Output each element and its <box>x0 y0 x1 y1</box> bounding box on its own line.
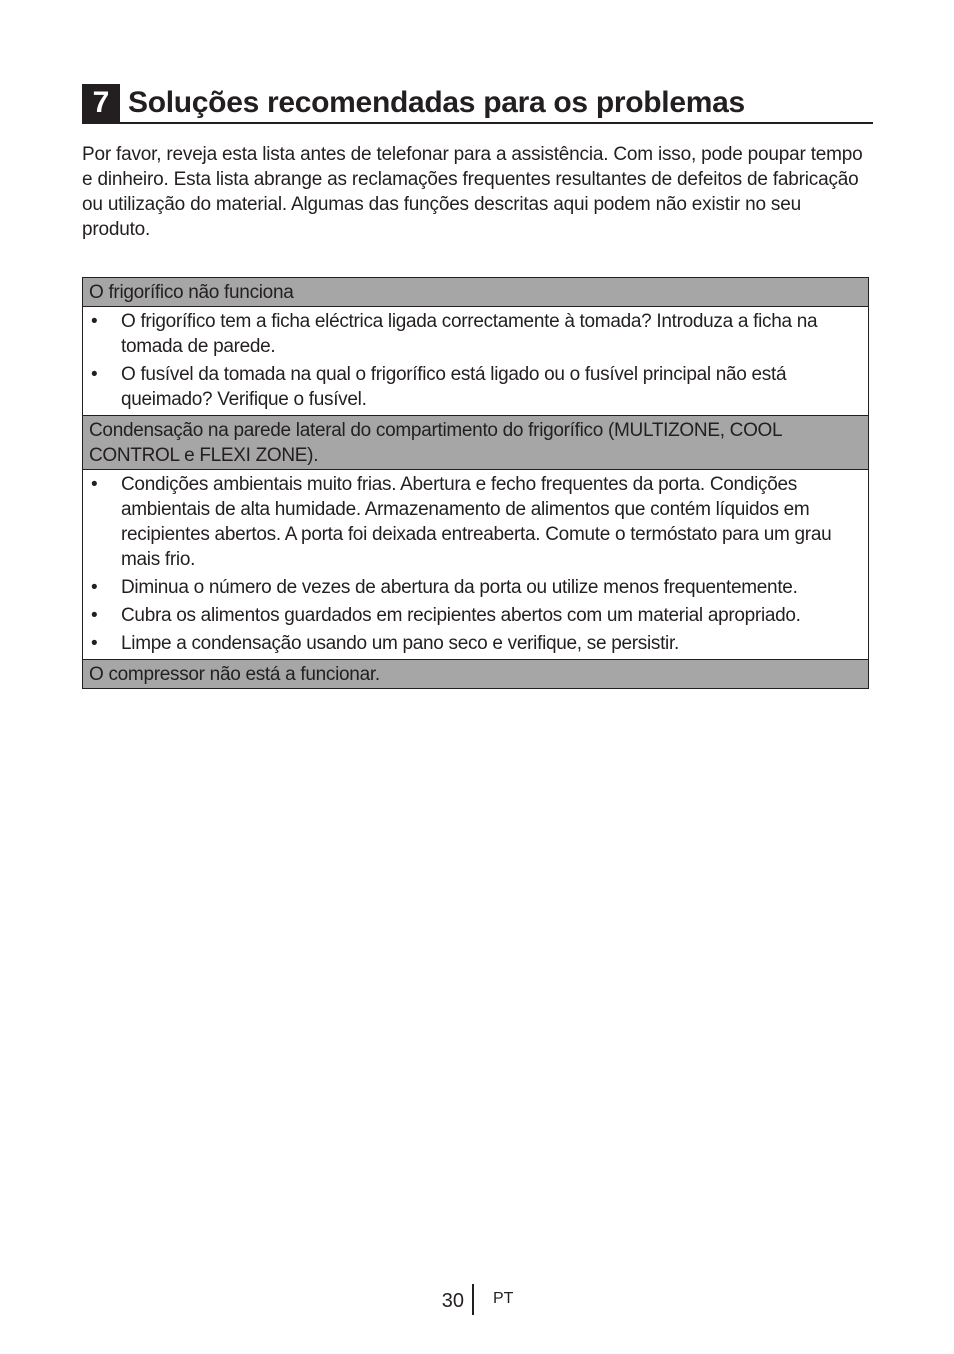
list-item <box>89 575 862 600</box>
solution-text: Diminua o número de vezes de abertura da porta ou utilize menos frequentemente. <box>121 577 798 598</box>
solution-text: Cubra os alimentos guardados em recipientes abertos com um material apropriado. <box>121 605 801 626</box>
list-item <box>89 309 862 359</box>
bullet-icon: • <box>91 605 98 626</box>
troubleshooting-table <box>82 277 869 689</box>
language-code: PT <box>493 1290 514 1307</box>
problem-row-not-working: O frigorífico não funciona <box>83 278 868 307</box>
solution-list <box>83 307 868 416</box>
bullet-icon: • <box>91 311 98 332</box>
list-item <box>89 472 862 572</box>
page-footer <box>0 1284 954 1316</box>
solution-list <box>83 470 868 660</box>
page-number: 30 <box>441 1290 464 1312</box>
solution-text: Limpe a condensação usando um pano seco e verifique, se persistir. <box>121 633 679 654</box>
bullet-icon: • <box>91 633 98 654</box>
solution-text: O frigorífico tem a ficha eléctrica ligada correctamente à tomada? Introduza a ficha na tomada de parede. <box>121 311 818 357</box>
footer-divider <box>472 1284 474 1315</box>
solution-text: Condições ambientais muito frias. Abertura e fecho frequentes da porta. Condições ambientais de alta humidade. Armazenamento de alimentos que contém líquidos em recipientes abertos. A porta foi deixada entreaberta. Comute o termóstato para um grau mais frio. <box>121 474 832 570</box>
problem-row-condensation: Condensação na parede lateral do compartimento do frigorífico (MULTIZONE, COOL CONTROL e FLEXI ZONE). <box>83 416 868 470</box>
solution-text: O fusível da tomada na qual o frigorífico está ligado ou o fusível principal não está queimado? Verifique o fusível. <box>121 364 787 410</box>
list-item <box>89 603 862 628</box>
section-title: Soluções recomendadas para os problemas <box>128 86 745 119</box>
problem-row-compressor: O compressor não está a funcionar. <box>83 660 868 688</box>
list-item <box>89 631 862 656</box>
section-heading <box>82 84 873 124</box>
section-number: 7 <box>82 84 120 122</box>
bullet-icon: • <box>91 577 98 598</box>
bullet-icon: • <box>91 474 98 495</box>
list-item <box>89 362 862 412</box>
intro-paragraph: Por favor, reveja esta lista antes de telefonar para a assistência. Com isso, pode poupar tempo e dinheiro. Esta lista abrange as reclamações frequentes resultantes de defeitos de fabricação ou utilização do material. Algumas das funções descritas aqui podem não existir no seu produto. <box>82 144 863 240</box>
bullet-icon: • <box>91 364 98 385</box>
